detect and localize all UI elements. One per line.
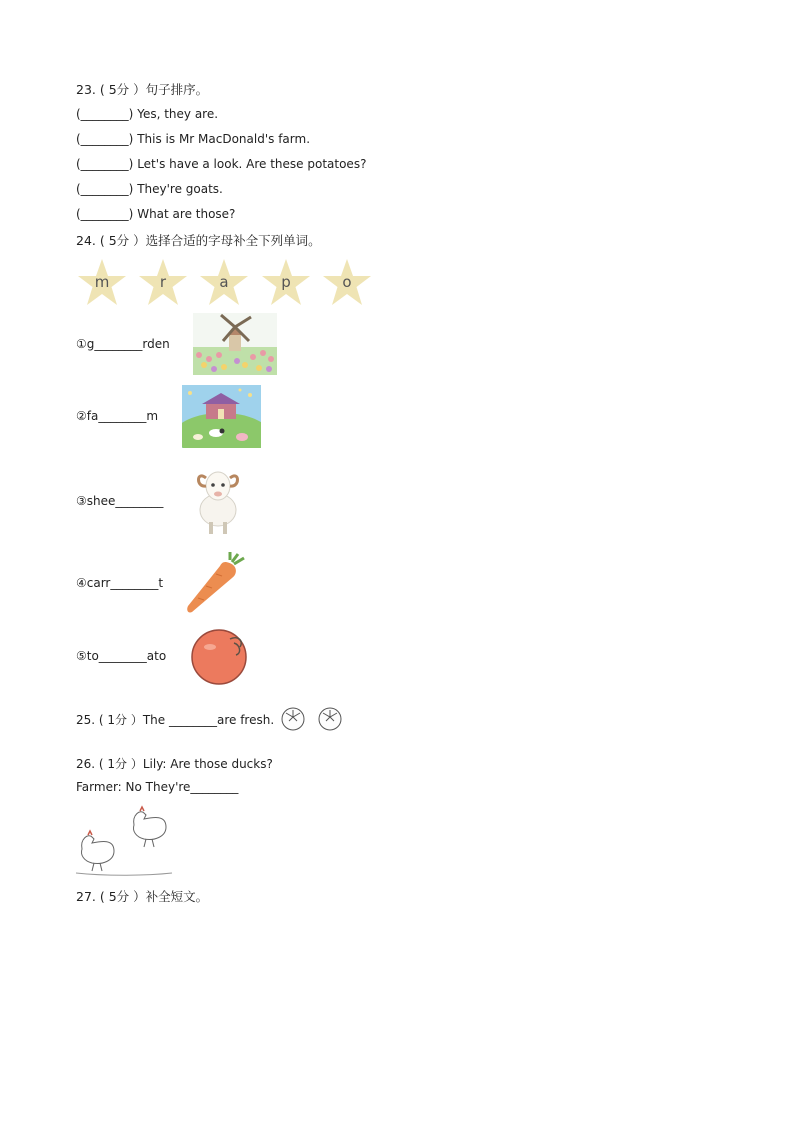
answer-blank[interactable]: (________) [76,157,134,171]
q23-title: 23. ( 5分 ）句子排序。 [76,82,209,97]
sheep-picture [190,460,246,540]
star-letter: p [281,273,291,291]
windmill-garden-picture [193,313,277,375]
star-letter: a [219,273,229,291]
star-letter: o [342,273,352,291]
carrot-picture [186,550,246,616]
q23-item-3 [76,156,366,172]
word-farm: ②fa________m [76,409,159,423]
hens-picture [74,805,174,877]
q26-line2: Farmer: No They're________ [76,780,239,794]
answer-blank[interactable]: (________) [76,182,134,196]
tomato-picture [190,627,248,685]
q23-item-5 [76,206,235,222]
answer-blank[interactable]: (________) [76,207,134,221]
letter-star-1 [76,257,128,309]
sentence-text: What are those? [137,207,236,221]
word-tomato: ⑤to________ato [76,649,167,663]
q26-line1: 26. ( 1分 ）Lily: Are those ducks? [76,757,273,771]
sentence-text: They're goats. [137,182,223,196]
tomato-outline-icon [280,705,306,731]
word-carrot: ④carr________t [76,576,164,590]
q23-item-2 [76,131,310,147]
star-letter: r [159,273,167,291]
q23-item-4 [76,181,223,197]
q25-text: 25. ( 1分 ）The ________are fresh. [76,713,275,727]
sentence-text: This is Mr MacDonald's farm. [137,132,311,146]
sentence-text: Yes, they are. [137,107,219,121]
q23-item-1 [76,106,218,122]
word-sheep: ③shee________ [76,494,164,508]
sentence-text: Let's have a look. Are these potatoes? [137,157,367,171]
letter-star-2 [137,257,189,309]
word-garden: ①g________rden [76,337,170,351]
letter-star-4 [260,257,312,309]
q24-title: 24. ( 5分 ）选择合适的字母补全下列单词。 [76,233,321,248]
farm-picture [182,385,261,448]
answer-blank[interactable]: (________) [76,132,134,146]
letter-star-3 [198,257,250,309]
q27-title: 27. ( 5分 ）补全短文。 [76,889,209,904]
tomato-outline-icon [317,705,343,731]
star-letter: m [94,273,110,291]
letter-star-5 [321,257,373,309]
answer-blank[interactable]: (________) [76,107,134,121]
